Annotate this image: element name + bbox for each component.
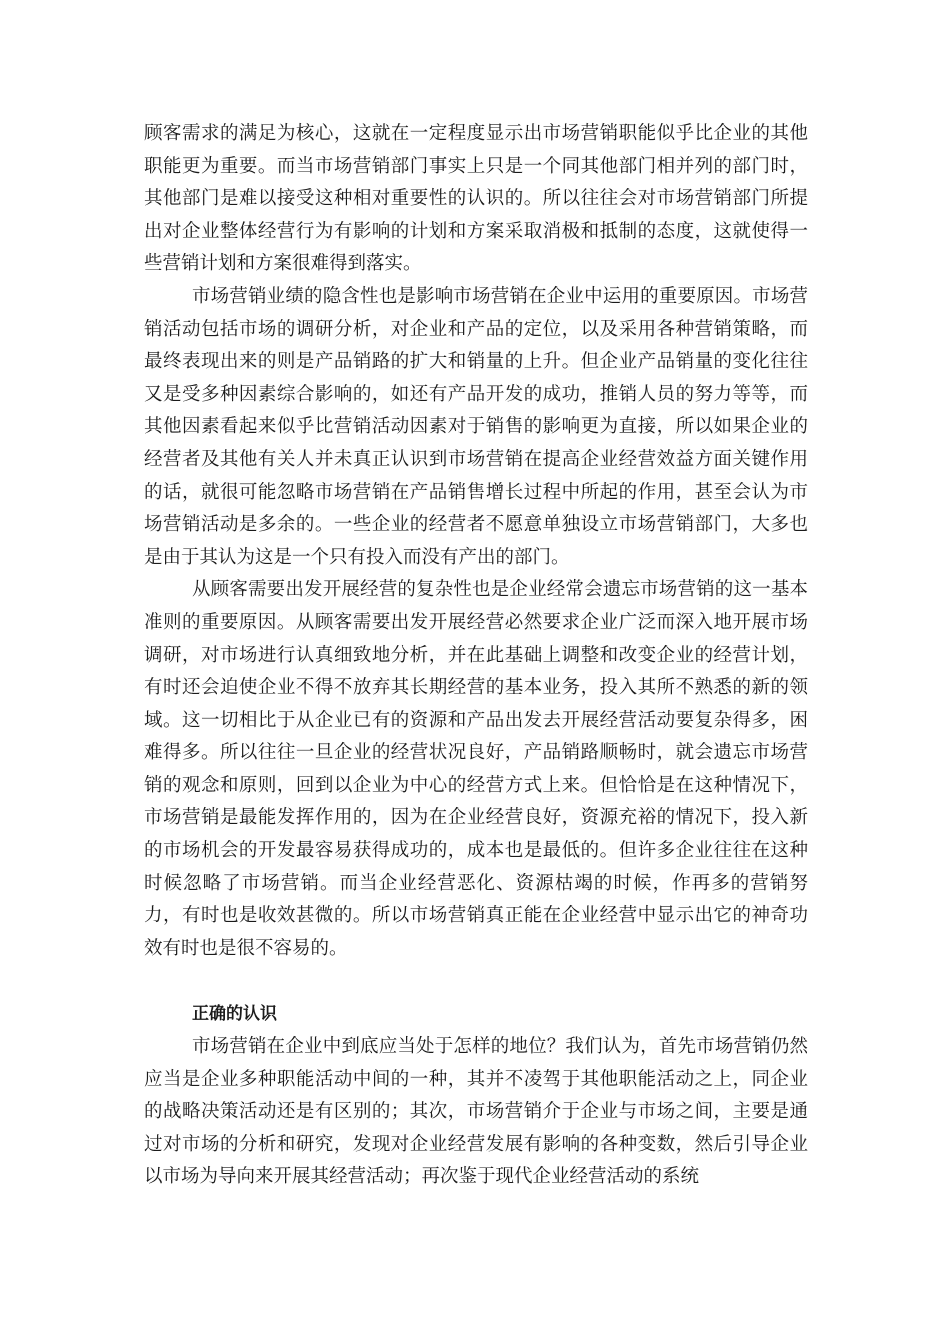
body-paragraph: 市场营销业绩的隐含性也是影响市场营销在企业中运用的重要原因。市场营销活动包括市场的调研分析，对企业和产品的定位，以及采用各种营销策略，而最终表现出来的则是产品销路的扩大和销量的上升。但企业产品销量的变化往往又是受多种因素综合影响的，如还有产品开发的成功，推销人员的努力等等，而其他因素看起来似乎比营销活动因素对于销售的影响更为直接，所以如果企业的经营者及其他有关人并未真正认识到市场营销在提高企业经营效益方面关键作用的话，就很可能忽略市场营销在产品销售增长过程中所起的作用，甚至会认为市场营销活动是多余的。一些企业的经营者不愿意单独设立市场营销部门，大多也是由于其认为这是一个只有投入而没有产出的部门。	[144, 285, 808, 568]
body-paragraph: 从顾客需要出发开展经营的复杂性也是企业经常会遗忘市场营销的这一基本准则的重要原因。从顾客需要出发开展经营必然要求企业广泛而深入地开展市场调研，对市场进行认真细致地分析，并在此基础上调整和改变企业的经营计划，有时还会迫使企业不得不放弃其长期经营的基本业务，投入其所不熟悉的新的领域。这一切相比于从企业已有的资源和产品出发去开展经营活动要复杂得多，困难得多。所以往往一旦企业的经营状况良好，产品销路顺畅时，就会遗忘市场营销的观念和原则，回到以企业为中心的经营方式上来。但恰恰是在这种情况下，市场营销是最能发挥作用的，因为在企业经营良好，资源充裕的情况下，投入新的市场机会的开发最容易获得成功的，成本也是最低的。但许多企业往往在这种时候忽略了市场营销。而当企业经营恶化、资源枯竭的时候，作再多的营销努力，有时也是收效甚微的。所以市场营销真正能在企业经营中显示出它的神奇功效有时也是很不容易的。	[144, 579, 808, 959]
body-paragraph: 顾客需求的满足为核心，这就在一定程度显示出市场营销职能似乎比企业的其他职能更为重要。而当市场营销部门事实上只是一个同其他部门相并列的部门时，其他部门是难以接受这种相对重要性的认识的。所以往往会对市场营销部门所提出对企业整体经营行为有影响的计划和方案采取消极和抵制的态度，这就使得一些营销计划和方案很难得到落实。	[144, 123, 808, 275]
section-heading: 正确的认识	[192, 1004, 277, 1025]
body-paragraph: 市场营销在企业中到底应当处于怎样的地位？我们认为，首先市场营销仍然应当是企业多种职能活动中间的一种，其并不凌驾于其他职能活动之上，同企业的战略决策活动还是有区别的；其次，市场营销介于企业与市场之间，主要是通过对市场的分析和研究，发现对企业经营发展有影响的各种变数，然后引导企业以市场为导向来开展其经营活动；再次鉴于现代企业经营活动的系统	[144, 1036, 808, 1188]
document-page	[144, 118, 808, 1194]
